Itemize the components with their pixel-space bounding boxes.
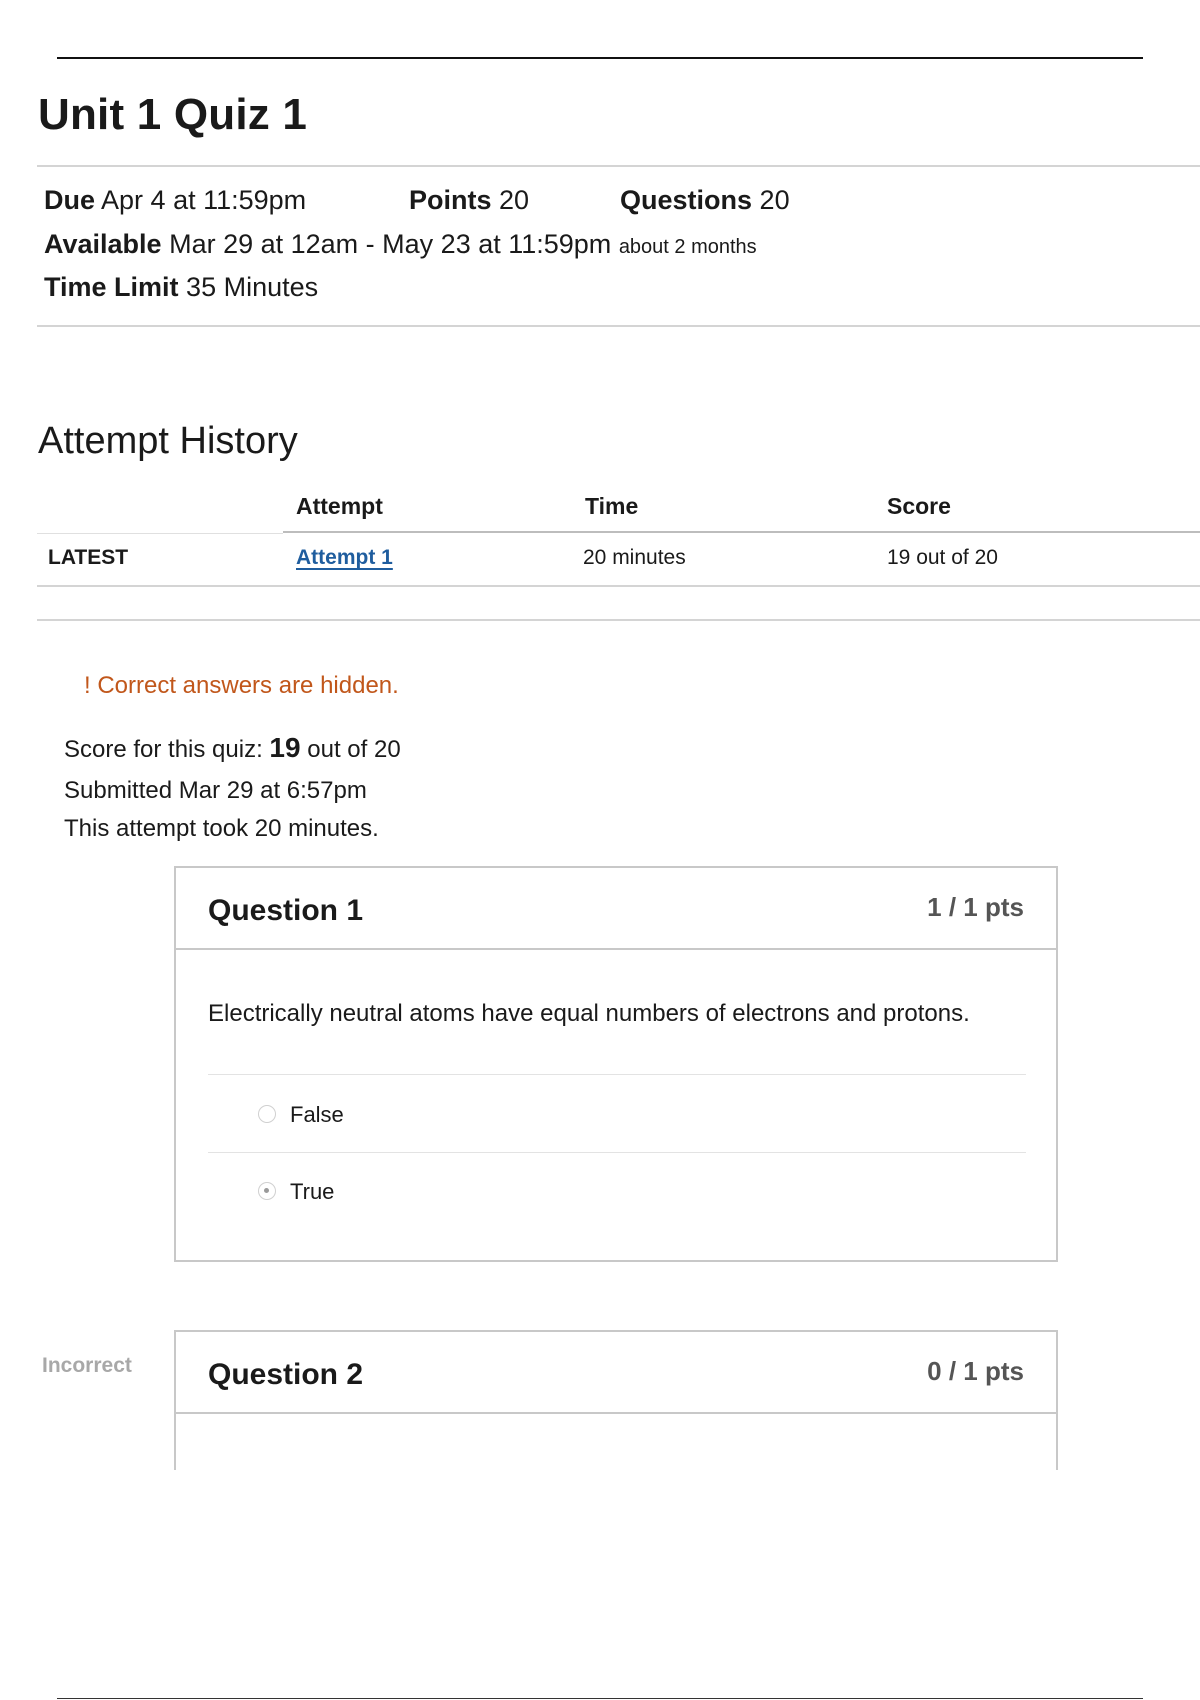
question-header: [176, 868, 1056, 950]
score-suffix: out of 20: [307, 736, 401, 763]
column-header-score: Score: [887, 493, 951, 519]
submitted-text: Submitted Mar 29 at 6:57pm: [64, 777, 367, 804]
option-label-false: False: [290, 1102, 344, 1127]
question-card: [174, 1330, 1058, 1470]
time-limit-label: Time Limit: [44, 272, 179, 302]
attempt-1-link[interactable]: Attempt 1: [296, 546, 393, 569]
available-value: Mar 29 at 12am - May 23 at 11:59pm: [169, 229, 612, 259]
divider: [37, 165, 1200, 167]
page-title: Unit 1 Quiz 1: [38, 90, 308, 139]
questions-value: 20: [759, 185, 790, 215]
quiz-score-summary: [64, 732, 401, 764]
correct-answers-hidden-notice: ! Correct answers are hidden.: [84, 672, 399, 699]
top-rule: [57, 57, 1143, 59]
question-points: 1 / 1 pts: [927, 892, 1024, 922]
question-text: Electrically neutral atoms have equal numbers of electrons and protons.: [208, 1000, 970, 1027]
latest-label: LATEST: [48, 546, 129, 569]
incorrect-label: Incorrect: [42, 1354, 132, 1377]
time-limit-meta: [44, 272, 318, 303]
option-divider: [208, 1152, 1026, 1153]
radio-false[interactable]: [258, 1105, 276, 1123]
attempt-score: 19 out of 20: [887, 546, 998, 569]
due-meta: [44, 185, 306, 216]
due-label: Due: [44, 185, 96, 215]
bottom-rule: [57, 1698, 1143, 1699]
table-header-divider: [37, 533, 283, 534]
option-label-true: True: [290, 1179, 335, 1204]
questions-label: Questions: [620, 185, 753, 215]
points-value: 20: [499, 185, 530, 215]
question-card: [174, 866, 1058, 1262]
option-divider: [208, 1074, 1026, 1075]
column-header-time: Time: [585, 493, 639, 519]
available-meta: [44, 229, 757, 260]
divider: [37, 619, 1200, 621]
available-label: Available: [44, 229, 162, 259]
question-points: 0 / 1 pts: [927, 1356, 1024, 1386]
available-note: about 2 months: [618, 236, 757, 258]
due-value: Apr 4 at 11:59pm: [101, 185, 307, 215]
divider: [37, 325, 1200, 327]
attempt-history-title: Attempt History: [38, 420, 298, 462]
score-value: 19: [269, 732, 301, 763]
time-limit-value: 35 Minutes: [186, 272, 319, 302]
score-prefix: Score for this quiz:: [64, 736, 263, 763]
points-meta: [409, 185, 529, 216]
attempt-time: 20 minutes: [583, 546, 686, 569]
points-label: Points: [409, 185, 492, 215]
question-header: [176, 1332, 1056, 1414]
table-row-divider: [37, 585, 1200, 587]
attempt-duration-text: This attempt took 20 minutes.: [64, 815, 379, 842]
question-title: Question 2: [208, 1358, 364, 1391]
table-header-divider: [283, 531, 1200, 533]
column-header-attempt: Attempt: [296, 493, 383, 519]
radio-true[interactable]: [258, 1182, 276, 1200]
questions-meta: [620, 185, 790, 216]
question-title: Question 1: [208, 894, 364, 927]
